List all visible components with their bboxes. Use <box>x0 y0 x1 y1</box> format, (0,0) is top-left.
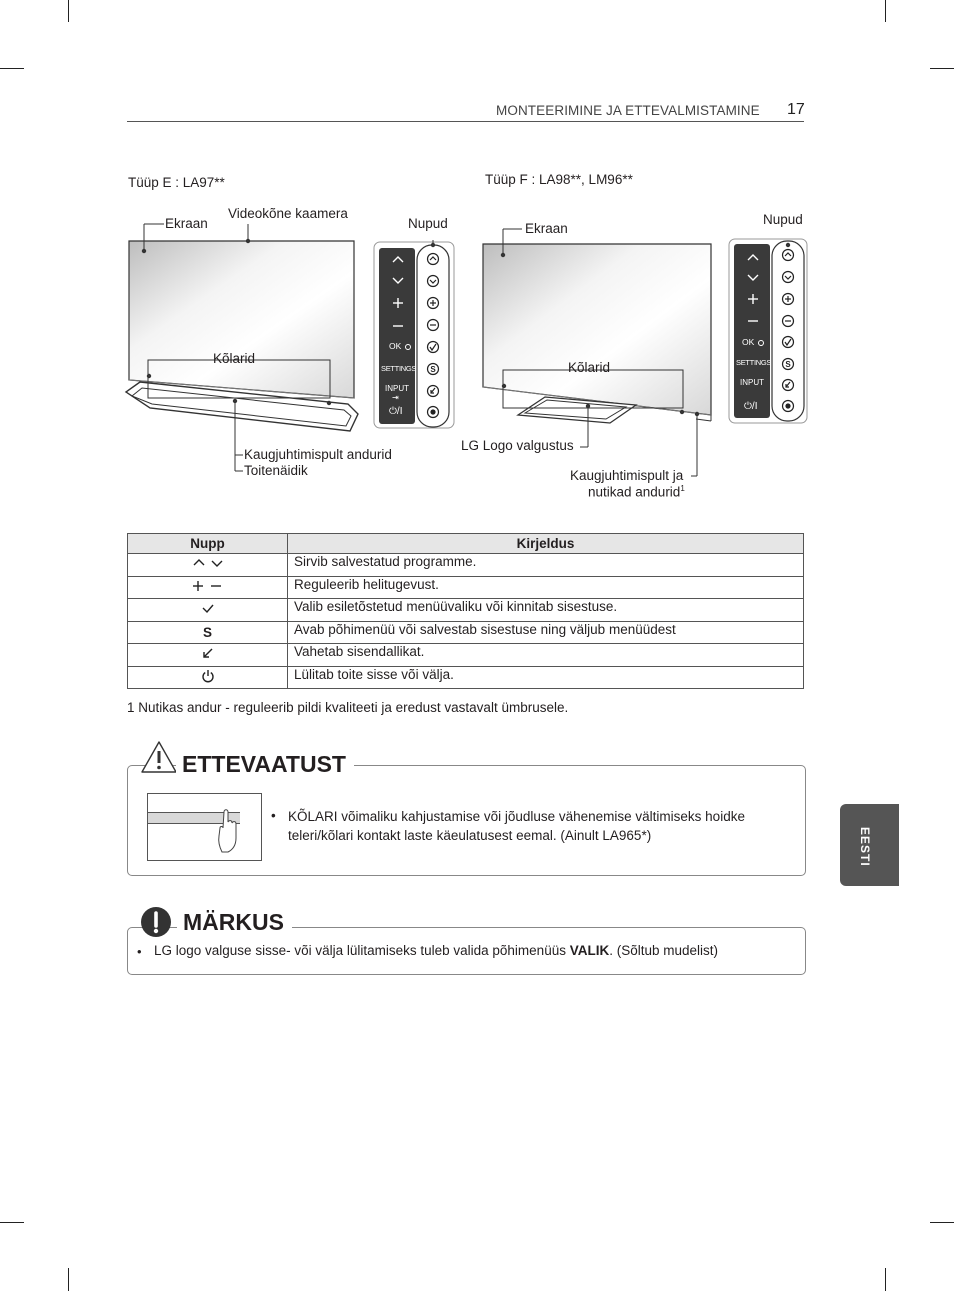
table-row <box>128 599 804 622</box>
table-row <box>128 666 804 689</box>
desc-cell: Avab põhimenüü või salvestab sisestuse ning väljub menüüdest <box>288 621 804 644</box>
key-cell <box>128 644 288 667</box>
up-down-arrows-icon <box>191 557 225 569</box>
panel-input-label-f: INPUT <box>740 378 764 387</box>
key-cell <box>128 666 288 689</box>
caution-illustration <box>147 793 262 861</box>
header-rule <box>127 121 804 122</box>
table-row <box>128 644 804 667</box>
key-cell <box>128 576 288 599</box>
key-cell <box>128 621 288 644</box>
caution-text: KÕLARI võimaliku kahjustamise või jõudluse vähenemise vältimiseks hoidke teleri/kõlari kontakt laste käeulatusest eemal. (Ainult LA965*) <box>288 809 745 843</box>
label-camera: Videokõne kaamera <box>228 206 348 221</box>
crop-mark <box>930 1222 954 1223</box>
panel-ok-dot-f <box>758 340 764 346</box>
panel-input-label: INPUT <box>385 384 409 393</box>
table-row <box>128 576 804 599</box>
label-sensors: Kaugjuhtimispult andurid <box>244 447 392 462</box>
button-description-table <box>127 533 804 689</box>
type-e-button-panel <box>373 240 457 430</box>
plus-minus-icon <box>191 580 225 592</box>
table-row <box>128 621 804 644</box>
label-screen: Ekraan <box>165 216 208 231</box>
panel-ok-dot <box>405 344 411 350</box>
footnote-marker: 1 <box>680 484 685 493</box>
label-sensors-f-2-text: nutikad andurid <box>588 484 681 500</box>
crop-mark <box>885 0 886 22</box>
caution-bullet: • <box>271 808 276 823</box>
label-buttons-f: Nupud <box>763 212 803 227</box>
label-screen-f: Ekraan <box>525 221 568 236</box>
crop-mark <box>68 1268 69 1291</box>
note-text-bold: VALIK <box>569 943 610 958</box>
note-text-after: . (Sõltub mudelist) <box>609 943 719 958</box>
panel-ok-label: OK <box>389 341 402 351</box>
label-power-led: Toitenäidik <box>244 463 308 478</box>
label-speakers: Kõlarid <box>213 351 256 366</box>
warning-triangle-icon <box>140 740 178 774</box>
column-header-description: Kirjeldus <box>288 534 804 554</box>
panel-ok-label-f: OK <box>742 337 755 347</box>
check-icon <box>201 602 215 614</box>
desc-cell: Reguleerib helitugevust. <box>288 576 804 599</box>
language-tab-label: EESTI <box>858 827 872 867</box>
note-text-before: LG logo valguse sisse- või välja lülitamiseks tuleb valida põhimenüüs <box>154 943 570 958</box>
desc-cell: Vahetab sisendallikat. <box>288 644 804 667</box>
svg-text:S: S <box>430 365 436 374</box>
note-title: MÄRKUS <box>177 909 292 936</box>
crop-mark <box>68 0 69 22</box>
exclamation-circle-icon <box>140 906 172 938</box>
panel-input-arrow-icon: ⇥ <box>392 393 399 402</box>
desc-cell: Lülitab toite sisse või välja. <box>288 666 804 689</box>
panel-power-label: ⏻/I <box>389 406 403 417</box>
table-row <box>128 554 804 577</box>
desc-cell: Sirvib salvestatud programme. <box>288 554 804 577</box>
input-arrow-icon <box>201 647 215 659</box>
column-header-button: Nupp <box>128 534 288 554</box>
crop-mark <box>0 68 24 69</box>
key-cell <box>128 554 288 577</box>
caution-title: ETTEVAATUST <box>176 751 354 778</box>
label-sensors-f-2 <box>588 484 685 500</box>
note-bullet: • <box>137 944 142 959</box>
power-icon <box>201 669 215 683</box>
panel-power-label-f: ⏻/I <box>744 401 758 412</box>
panel-settings-label-f: SETTINGS <box>736 358 772 367</box>
footnote: 1 Nutikas andur - reguleerib pildi kvaliteeti ja eredust vastavalt ümbrusele. <box>127 700 569 715</box>
page-number: 17 <box>787 101 805 118</box>
svg-text:S: S <box>785 360 791 369</box>
type-f-button-panel <box>728 236 812 426</box>
table-header-row <box>128 534 804 554</box>
section-title: MONTEERIMINE JA ETTEVALMISTAMINE <box>496 103 760 118</box>
language-tab <box>840 804 899 886</box>
label-sensors-f-1: Kaugjuhtimispult ja <box>570 468 684 483</box>
label-buttons: Nupud <box>408 216 448 231</box>
label-speakers-f: Kõlarid <box>568 360 611 375</box>
hand-icon <box>216 808 240 854</box>
key-cell <box>128 599 288 622</box>
crop-mark <box>0 1222 24 1223</box>
crop-mark <box>885 1268 886 1291</box>
note-text <box>154 943 718 958</box>
settings-s-icon: S <box>202 624 212 640</box>
label-logo-light: LG Logo valgustus <box>461 438 574 453</box>
crop-mark <box>930 68 954 69</box>
type-e-title: Tüüp E : LA97** <box>128 175 225 190</box>
type-f-title: Tüüp F : LA98**, LM96** <box>485 172 633 187</box>
panel-settings-label: SETTINGS <box>381 364 417 373</box>
desc-cell: Valib esiletõstetud menüüvaliku või kinnitab sisestuse. <box>288 599 804 622</box>
